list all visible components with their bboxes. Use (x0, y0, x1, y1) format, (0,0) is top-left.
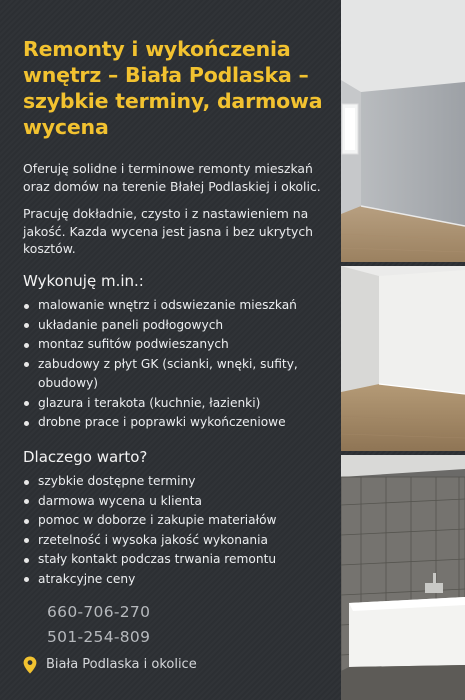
list-item: rzetelność i wysoka jakość wykonania (23, 531, 341, 551)
list-item: darmowa wycena u klienta (23, 492, 341, 512)
intro-paragraph-2: Pracuję dokładnie, czysto i z nastawieniem na jakość. Kazda wycena jest jasna i bez ukrytych kosztów. (23, 206, 313, 256)
list-item: malowanie wnętrz i odswiezanie mieszkań (23, 296, 341, 316)
location-text: Biała Podlaska i okolice (46, 657, 197, 672)
photo-column (341, 0, 465, 700)
list-item: montaz sufitów podwieszanych (23, 335, 341, 355)
list-item: drobne prace i poprawki wykończeniowe (23, 413, 341, 433)
list-item: pomoc w doborze i zakupie materiałów (23, 511, 341, 531)
list-item: szybkie dostępne terminy (23, 472, 341, 492)
why-heading: Dlaczego warto? (23, 448, 148, 466)
room-with-window-photo (341, 0, 465, 262)
list-item: atrakcyjne ceny (23, 570, 341, 590)
intro-paragraph-1: Oferuję solidne i terminowe remonty mieszkań oraz domów na terenie Błałej Podlaskiej i okolic. (23, 161, 321, 194)
services-list (23, 296, 341, 433)
tiled-bathroom-photo (341, 455, 465, 700)
headline: Remonty i wykończenia wnętrz – Biała Podlaska – szybkie terminy, darmowa wycena (23, 37, 323, 139)
list-item: glazura i terakota (kuchnie, łazienki) (23, 394, 341, 414)
list-item: zabudowy z płyt GK (scianki, wnęki, sufity, obudowy) (23, 355, 341, 394)
list-item: stały kontakt podczas trwania remontu (23, 550, 341, 570)
why-list (23, 472, 341, 589)
phone-number-1[interactable]: 660-706-270 (47, 603, 151, 621)
phone-number-2[interactable]: 501-254-809 (47, 628, 151, 646)
map-pin-icon (23, 656, 37, 674)
empty-room-photo (341, 266, 465, 451)
services-heading: Wykonuję m.in.: (23, 272, 144, 290)
list-item: układanie paneli podłogowych (23, 316, 341, 336)
location-row (23, 656, 323, 676)
